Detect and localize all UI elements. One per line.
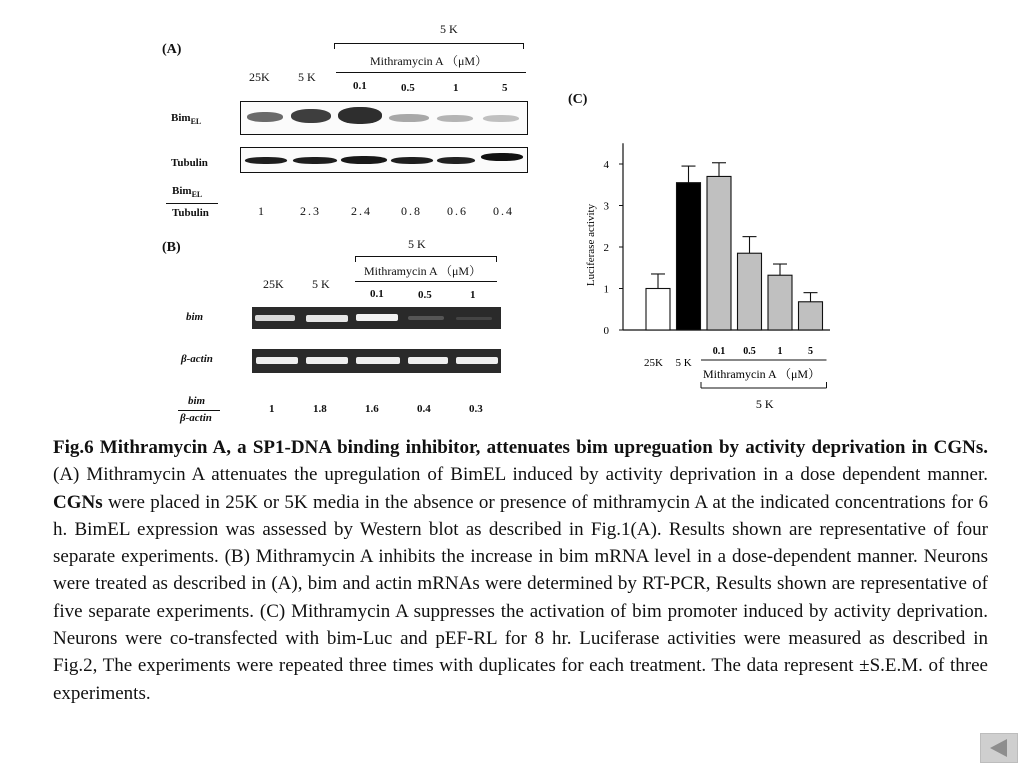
y-axis-label: Luciferase activity: [585, 203, 597, 287]
panel-a-cond-5k: 5 K: [298, 70, 316, 84]
panel-a-ratio-value: 2.4: [351, 204, 372, 218]
panel-a-bimel-blot: [240, 101, 528, 135]
panel-a-dose: 0.1: [353, 80, 367, 92]
el-subscript: EL: [191, 190, 203, 200]
panel-b-ratio-numerator: bim: [188, 395, 206, 407]
blot-band: [338, 107, 382, 124]
panel-b-cond-5k: 5 K: [312, 277, 330, 291]
bracket-tick: [355, 256, 356, 262]
panel-b-5k-bracket: [355, 256, 497, 257]
blot-band: [291, 109, 331, 123]
blot-band: [437, 157, 475, 164]
panel-b-actin-gel: [252, 349, 501, 373]
panel-a-dose: 1: [453, 82, 459, 94]
panel-c-label: (C): [568, 92, 588, 107]
panel-b-ratio-value: 1: [269, 403, 275, 415]
panel-b-ratio-denominator: β-actin: [180, 412, 212, 424]
panel-a-ratio-value: 1: [258, 204, 264, 218]
blot-band: [293, 157, 337, 164]
bar: [738, 253, 762, 330]
bars: [646, 163, 823, 330]
x-axis-labels: [644, 346, 827, 411]
panel-a-drug-underline: [336, 72, 526, 73]
panel-a-5k-bracket: [334, 43, 524, 44]
previous-slide-button[interactable]: [980, 733, 1018, 763]
panel-b-ratio-value: 1.8: [313, 403, 327, 415]
bar: [646, 289, 670, 331]
panel-a-ratio-denominator: Tubulin: [172, 207, 209, 219]
panel-a-ratio-value: 0.6: [447, 204, 468, 218]
panel-a-ratio-value: 0.8: [401, 204, 422, 218]
panel-b-ratio-line: [178, 410, 220, 411]
y-tick-label: 0: [603, 325, 609, 337]
gel-band: [256, 357, 298, 364]
gel-band: [306, 357, 348, 364]
blot-band: [245, 157, 287, 164]
panel-b-drug-label: Mithramycin A （μM）: [364, 264, 482, 278]
gel-band: [356, 314, 398, 321]
panel-a-tubulin-blot: [240, 147, 528, 173]
blot-band: [389, 114, 429, 122]
el-subscript: EL: [190, 117, 202, 127]
x-drug-label: Mithramycin A （μM）: [703, 367, 821, 381]
back-arrow-icon: [990, 739, 1007, 757]
gel-band: [456, 357, 498, 364]
panel-b-ratio-value: 1.6: [365, 403, 379, 415]
blot-band: [341, 156, 387, 164]
x-label-25k: 25K: [644, 357, 663, 369]
panel-b-5k-group-label: 5 K: [408, 237, 426, 251]
bar: [768, 275, 792, 330]
panel-a-row-bimel-label: [171, 112, 201, 126]
bracket-tick: [496, 256, 497, 262]
bim-text: Bim: [171, 112, 191, 124]
x-label-5k: 5 K: [675, 357, 692, 369]
y-tick-label: 4: [603, 159, 609, 171]
x-label-dose: 5: [808, 346, 813, 357]
x-label-dose: 1: [777, 346, 783, 357]
panel-b-dose: 0.5: [418, 289, 432, 301]
panel-b-bim-gel: [252, 307, 501, 329]
panel-b-row-bim-label: bim: [186, 311, 204, 323]
y-tick-label: 2: [603, 242, 609, 254]
panel-a-ratio-value: 0.4: [493, 204, 514, 218]
blot-band: [437, 115, 473, 122]
panel-a-label: (A): [162, 42, 182, 57]
gel-band: [408, 357, 448, 364]
y-tick-label: 1: [603, 283, 609, 296]
panel-a-5k-group-label: 5 K: [440, 22, 458, 36]
figure-caption: [53, 434, 988, 707]
bar: [707, 176, 731, 330]
x-group-5k: 5 K: [755, 397, 774, 411]
panel-a-dose: 5: [502, 82, 508, 94]
blot-band: [483, 115, 519, 122]
panel-b-dose: 1: [470, 289, 476, 301]
bracket-tick: [334, 43, 335, 49]
luciferase-bar-chart: [560, 120, 860, 420]
panel-a-ratio-value: 2.3: [300, 204, 321, 218]
gel-band: [456, 317, 492, 320]
gel-band: [306, 315, 348, 322]
panel-a-ratio-line: [166, 203, 218, 204]
gel-band: [408, 316, 444, 320]
panel-b-dose: 0.1: [370, 288, 384, 300]
panel-b-row-actin-label: β-actin: [181, 353, 213, 365]
blot-band: [481, 153, 523, 161]
y-tick-label: 3: [603, 200, 609, 213]
x-label-dose: 0.5: [743, 346, 756, 357]
blot-band: [391, 157, 433, 164]
caption-cgns: CGNs: [53, 491, 103, 513]
caption-title: Fig.6 Mithramycin A, a SP1-DNA binding inhibitor, attenuates bim upreguation by activity deprivation in CGNs.: [53, 437, 988, 458]
gel-band: [356, 357, 400, 364]
caption-text-part2: were placed in 25K or 5K media in the absence or presence of mithramycin A at the indicated concentrations for 6 h. BimEL expression was assessed by Western blot as described in Fig.1(A). Results shown are representative of four separate experiments. (B) Mithramycin A inhibits the increase in bim mRNA level in a dose-dependent manner. Neurons were treated as described in (A), bim and actin mRNAs were determined by RT-PCR, Results shown are representative of five separate experiments. (C) Mithramycin A suppresses the activation of bim promoter induced by activity deprivation. Neurons were co-transfected with bim-Luc and pEF-RL for 8 hr. Luciferase activities were measured as described in Fig.2, The experiments were repeated three times with duplicates for each treatment. The data represent ±S.E.M. of three experiments.: [53, 491, 988, 704]
panel-a-cond-25k: 25K: [249, 70, 270, 84]
panel-b-label: (B): [162, 240, 181, 255]
panel-b-cond-25k: 25K: [263, 277, 284, 291]
bim-text: Bim: [172, 185, 192, 197]
panel-b-drug-underline: [355, 281, 497, 282]
x-label-dose: 0.1: [712, 346, 726, 357]
gel-band: [255, 315, 295, 321]
bar: [677, 183, 701, 330]
bar: [799, 302, 823, 330]
panel-a-dose: 0.5: [401, 82, 415, 94]
panel-a-ratio-numerator: [172, 185, 202, 199]
bracket-tick: [523, 43, 524, 49]
panel-a-row-tubulin-label: Tubulin: [171, 157, 208, 169]
blot-band: [247, 112, 283, 122]
panel-b-ratio-value: 0.3: [469, 403, 483, 415]
panel-b-ratio-value: 0.4: [417, 403, 431, 415]
caption-text-part1: (A) Mithramycin A attenuates the upregulation of BimEL induced by activity deprivation in a dose dependent manner.: [53, 464, 988, 486]
panel-a-drug-label: Mithramycin A （μM）: [370, 54, 488, 68]
